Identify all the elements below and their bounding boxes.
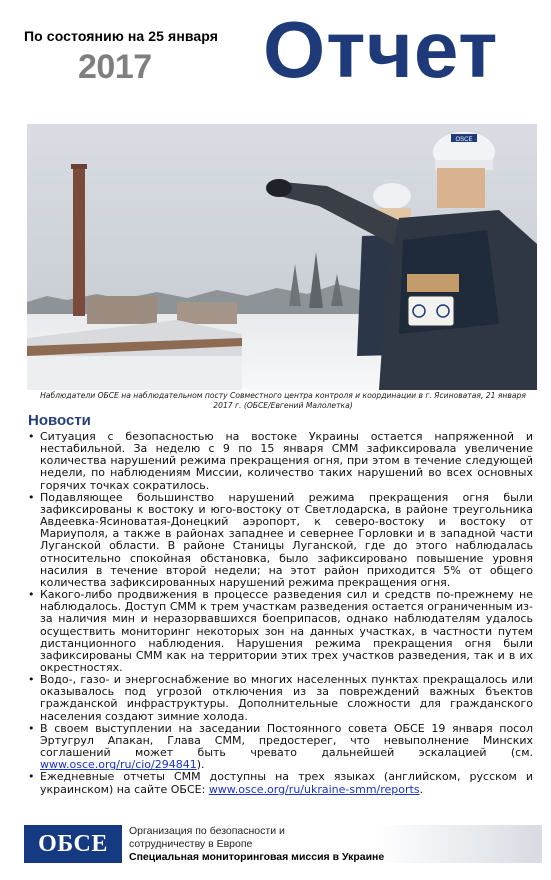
org-name-line-1: Организация по безопасности и xyxy=(129,825,285,837)
news-item-text-end: . xyxy=(419,782,424,796)
cio-statement-link[interactable]: www.osce.org/ru/cio/294841 xyxy=(40,758,197,772)
page-title: Отчет xyxy=(263,5,499,94)
news-item xyxy=(28,492,533,589)
news-item xyxy=(28,723,533,772)
news-item-text: Какого-либо продвижения в процессе разведения сил и средств по-прежнему не наблюдалось. Доступ СММ к трем участкам разведения остается ограниченным из-за наличия мин и неразорвавшихся боеприпасов, однако наблюдателям удалось осуществить мониторинг некоторых зон на данных участках, в частности путем дистанционного наблюдения. Нарушения режима прекращения огня были зафиксированы СММ как на территории этих трех участков разведения, так и в их окрестностях. xyxy=(40,588,533,674)
helmet-badge-text: OSCE xyxy=(455,137,473,143)
osce-logo: ОБСЕ xyxy=(24,825,122,863)
news-item-text: Водо-, газо- и энергоснабжение во многих населенных пунктах прекращалось или оказывалось под угрозой отключения из за повреждений важных бъектов гражданской инфраструктуры. Дополнительные сложности для гражданского населения создают зимние холода. xyxy=(40,673,533,723)
org-name-line-2: сотрудничеству в Европе xyxy=(129,838,253,850)
cover-photo xyxy=(27,124,537,390)
news-list xyxy=(28,431,533,796)
footer xyxy=(22,822,542,866)
news-item xyxy=(28,674,533,723)
photo-caption: Наблюдатели ОБСЕ на наблюдательном посту Совместного центра контроля и координации в г. Ясиноватая, 21 января 2017 г. (ОБСЕ/Евгений Малолетка) xyxy=(40,391,526,410)
news-item-text: В своем выступлении на заседании Постоянного совета ОБСЕ 19 января посол Эртугрул Апакан, Глава СММ, предостерег, что невыполнение Минских соглашений может быть чревато дальнейшей эскалацией (см. xyxy=(40,721,533,760)
news-item-text: Ситуация с безопасностью на востоке Украины остается напряженной и нестабильной. За неделю с 9 по 15 января СММ зафиксировала увеличение количества нарушений режима прекращения огня, при этом в течение следующей недели, по наблюдениям Миссии, количество таких нарушений во всех основных горячих точках сократилось. xyxy=(40,430,533,492)
mission-name: Специальная мониторинговая миссия в Украине xyxy=(129,851,385,863)
report-year: 2017 xyxy=(78,48,152,86)
news-item-text: Ежедневные отчеты СММ доступны на трех языках (английском, русском и украинском) на сайте ОБСЕ: xyxy=(40,770,533,796)
news-item-text: Подавляющее большинство нарушений режима прекращения огня были зафиксированы к востоку и юго-востоку от Светлодарска, в районе треугольника Авдеевка-Ясиноватая-Донецкий аэропорт, к северо-востоку и востоку от Мариуполя, а также в районах западнее и севернее Горловки и в западной части Луганской области. В районе Станицы Луганской, где до этого наблюдалась относительно спокойная обстановка, было зафиксировано повышение уровня насилия в течение второй недели; на этот район приходится 5% от общего количества зафиксированных нарушений режима прекращения огня. xyxy=(40,490,533,589)
news-item xyxy=(28,589,533,674)
news-item xyxy=(28,431,533,492)
smm-reports-link[interactable]: www.osce.org/ru/ukraine-smm/reports xyxy=(208,782,420,796)
news-item xyxy=(28,771,533,795)
news-heading: Новости xyxy=(28,412,91,429)
news-item-text-end: ). xyxy=(196,758,205,772)
report-date: По состоянию на 25 января xyxy=(24,28,219,44)
